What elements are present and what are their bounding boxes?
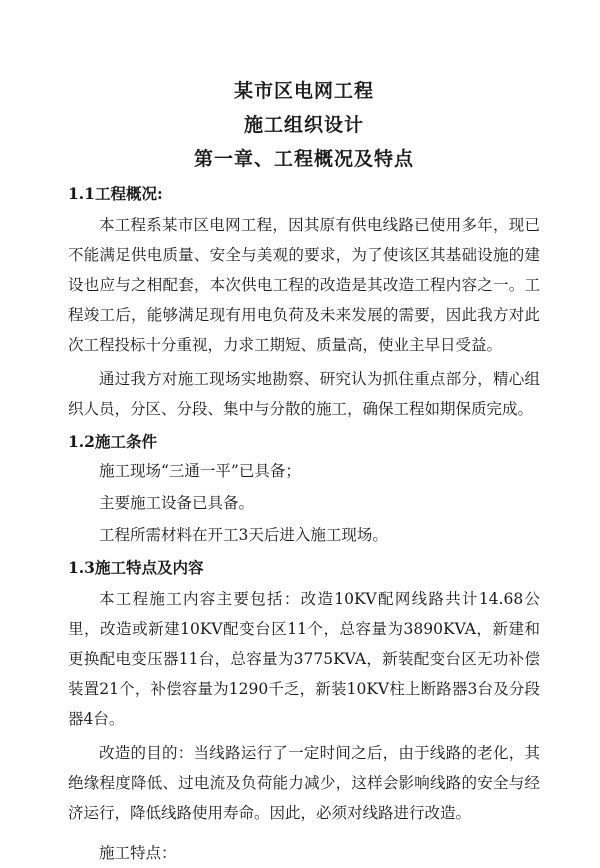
paragraph: 施工现场“三通一平”已具备；	[99, 462, 301, 480]
section-1-1	[68, 182, 540, 424]
paragraph: 工程所需材料在开工3天后进入施工现场。	[99, 526, 388, 544]
paragraph: 通过我方对施工现场实地勘察、研究认为抓住重点部分，精心组织人员，分区、分段、集中与分散的施工，确保工程如期保质完成。	[68, 370, 540, 418]
paragraph: 主要施工设备已具备。	[99, 494, 255, 512]
section-heading: 1.1工程概况:	[68, 184, 163, 203]
section-1-3	[68, 556, 540, 868]
section-heading: 1.2施工条件	[68, 432, 157, 451]
paragraph: 本工程系某市区电网工程，因其原有供电线路已使用多年，现已不能满足供电质量、安全与美观的要求，为了使该区其基础设施的建设也应与之相配套，本次供电工程的改造是其改造工程内容之一。工程竣工后，能够满足现有用电负荷及未来发展的需要，因此我方对此次工程投标十分重视，力求工期短、质量高，使业主早日受益。	[68, 216, 540, 354]
section-1-2	[68, 430, 540, 550]
paragraph: 施工特点：	[99, 844, 177, 862]
section-heading: 1.3施工特点及内容	[68, 558, 204, 577]
document-title-line-2: 施工组织设计	[243, 114, 364, 136]
document-title-line-1: 某市区电网工程	[233, 80, 374, 102]
paragraph: 本工程施工内容主要包括：改造10KV配网线路共计14.68公里，改造或新建10KV配变台区11个，总容量为3890KVA，新建和更换配电变压器11台，总容量为3775KVA，新装配变台区无功补偿装置21个，补偿容量为1290千乏，新装10KV柱上断路器3台及分段器4台。	[68, 590, 540, 728]
chapter-title: 第一章、工程概况及特点	[193, 148, 414, 170]
paragraph: 改造的目的：当线路运行了一定时间之后，由于线路的老化，其绝缘程度降低、过电流及负荷能力减少，这样会影响线路的安全与经济运行，降低线路使用寿命。因此，必须对线路进行改造。	[68, 744, 540, 822]
